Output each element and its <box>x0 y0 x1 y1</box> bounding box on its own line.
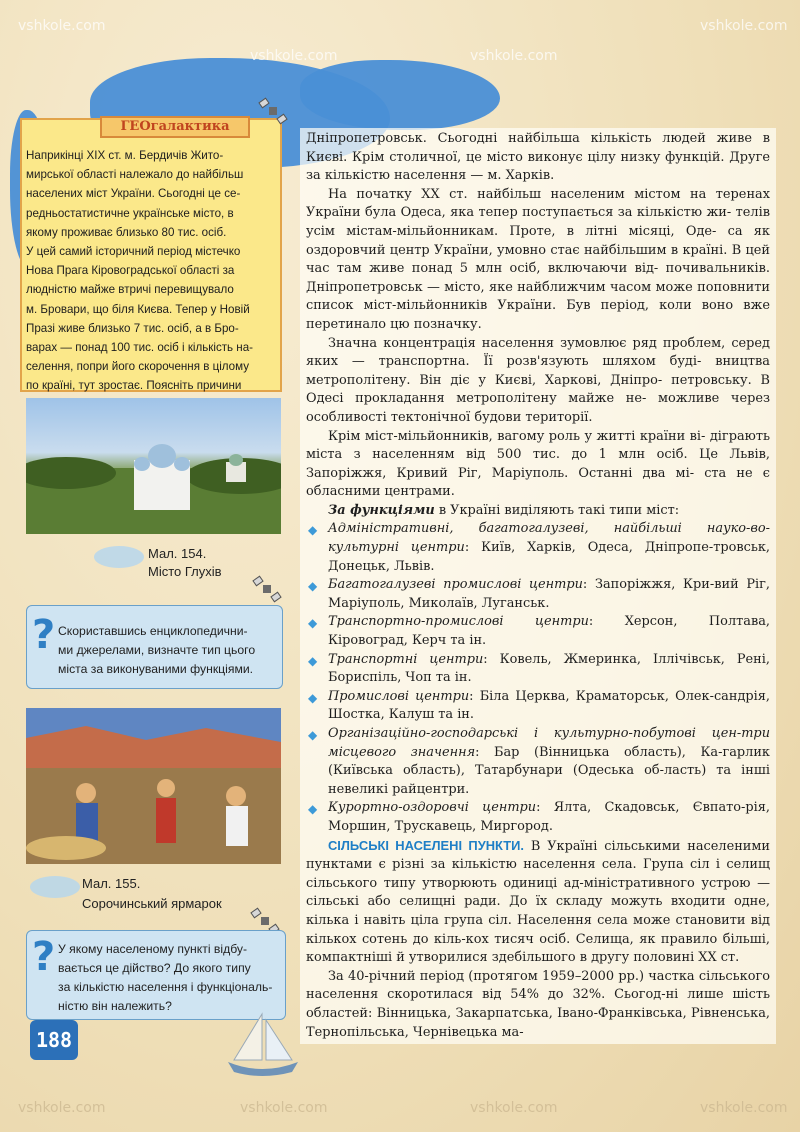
geo-line: редньостатистичне українське місто, в <box>26 206 234 220</box>
list-item <box>306 576 770 613</box>
text-line: Києві. Крім столичної, це місто виконує цілу низку функцій. <box>306 149 730 165</box>
list-term: Організаційно-господарські і культурно-побутові цен-три місцевого значення <box>328 726 770 760</box>
main-text-column <box>300 128 776 1044</box>
watermark: vshkole.com <box>470 1100 558 1116</box>
text-line: Був період, коли воно вже перетинало цю позначку. <box>306 298 770 332</box>
list-item <box>306 725 770 799</box>
list-term: Транспортно-промислові центри <box>328 614 589 630</box>
paragraph <box>306 186 770 335</box>
text-line: телів усім містам-мільйонникам. Проте, в літні місяці, Оде- <box>306 205 770 239</box>
watermark: vshkole.com <box>700 1100 788 1116</box>
figure-155-title: Сорочинський ярмарок <box>82 896 222 911</box>
watermark: vshkole.com <box>18 18 106 34</box>
list-rest: : Бар (Вінницька область), Ка-гарлик (Київська область), Татарбунари (Одеська об-ласть) та інші невеликі райцентри. <box>328 744 770 797</box>
caption-badge <box>30 876 80 898</box>
list-rest: : Херсон, Полтава, Кіровоград, Керч та ін. <box>328 614 770 649</box>
paragraph <box>306 502 770 521</box>
text: В Україні сільськими населеними пунктами є різні за кількістю населення села. Група сіл і селищ сільського типу утворюють одиниці ад-міністративного устрою — сільські або селищні ради. До їх складу можуть входити одне, кілька і навіть ціла група сіл. Населення села може становити від кількох сотень до кіль-кох тисяч осіб. Селища, як правило більші, компактніші й утворилися здебільшого в другу половині XX ст. <box>306 838 770 966</box>
list-item <box>306 799 770 836</box>
text-line: Друге за кількістю населення — м. Харків. <box>306 149 770 184</box>
figure-154-title: Місто Глухів <box>148 564 222 579</box>
question-1-text <box>58 622 280 679</box>
list-term: Курортно-оздоровчі центри <box>328 800 537 816</box>
paragraph <box>306 968 770 1042</box>
paragraph <box>306 335 770 428</box>
geo-galaxy-text <box>26 146 280 415</box>
question-line: за кількістю населення і функціональ- <box>58 980 273 994</box>
text-line: країні. В цей час там живе понад 5 млн осіб, включаючи від- <box>306 242 771 277</box>
question-line: ми джерелами, визначте тип цього <box>58 643 256 657</box>
geo-line: якому проживає близько 80 тис. осіб. <box>26 225 227 239</box>
page-number: 188 <box>30 1020 78 1060</box>
text-line: серед яких — транспортна. Її розв'язують шляхом буді- <box>306 335 770 370</box>
list-item <box>306 688 770 725</box>
satellite-icon <box>252 574 282 604</box>
city-types-list <box>306 520 770 836</box>
text-line: Значна концентрація населення зумовлює ряд проблем, <box>328 335 732 351</box>
diamond-bullet-icon: ◆ <box>308 579 318 594</box>
emphasis: За функціями <box>328 502 435 518</box>
geo-line: Наприкінці XIX ст. м. Бердичів Жито- <box>26 149 224 162</box>
text-line: ста не є обласними центрами. <box>306 465 770 500</box>
satellite-icon <box>258 96 288 126</box>
text-line: Львів, Запоріжжя, Кривий Ріг, Маріуполь. Останні два мі- <box>306 447 770 481</box>
list-rest: : Ковель, Жмеринка, Іллічівськ, Рені, Бориспіль, Чоп та ін. <box>328 651 770 686</box>
geo-line: мирської області належало до найбільш <box>26 168 244 182</box>
list-rest: : Запоріжжя, Кри-вий Ріг, Маріуполь, Миколаїв, Луганськ. <box>328 577 771 611</box>
geo-line: населених міст України. Сьогодні це се- <box>26 187 241 201</box>
text-line: діграють міста з населенням від 500 тис. до 1 млн осіб. Це <box>306 428 770 463</box>
list-term: Промислові центри <box>328 688 470 704</box>
list-item <box>306 613 770 650</box>
caption-badge <box>94 546 144 568</box>
list-term: Адміністративні, багатогалузеві, найбільші науко-во-культурні центри <box>328 521 770 556</box>
watermark: vshkole.com <box>240 1100 328 1116</box>
question-icon: ? <box>32 934 56 980</box>
question-line: Скориставшись енциклопедични- <box>58 624 248 638</box>
text-line: України була Одеса, яка тепер поступається за кількістю жи- <box>306 205 736 221</box>
list-rest: : Ялта, Скадовськ, Євпато-рія, Моршин, Трускавець, Миргород. <box>328 800 770 834</box>
question-2-text <box>58 940 284 1016</box>
question-line: вається це дійство? До якого типу <box>58 961 251 975</box>
diamond-bullet-icon: ◆ <box>308 690 318 705</box>
list-rest: : Київ, Харків, Одеса, Дніпропе-тровськ, Донецьк, Львів. <box>328 540 770 574</box>
watermark: vshkole.com <box>250 48 338 64</box>
question-icon: ? <box>32 612 56 658</box>
geo-line: селення, попри його скорочення в цілому <box>26 360 250 374</box>
geo-line: по країні, тут зростає. Поясніть причини <box>26 379 242 393</box>
text: в Україні виділяють такі типи міст: <box>434 502 680 518</box>
list-item <box>306 651 770 688</box>
question-line: ністю він належить? <box>58 999 172 1013</box>
geo-line: м. Бровари, що біля Києва. Тепер у Новій <box>26 302 250 316</box>
figure-155-number: Мал. 155. <box>82 876 141 891</box>
geo-galaxy-title: ГЕОгалактика <box>100 116 250 138</box>
question-line: міста за виконуваними функціями. <box>58 662 254 676</box>
geo-line: У цей самий історичний період містечко <box>26 245 241 259</box>
text-line: можливе через особливості тектонічної будови території. <box>306 391 770 425</box>
photo-hlukhiv <box>26 398 281 534</box>
text-line: часом може поповнити список міст-мільйонників України. <box>306 279 770 314</box>
paragraph <box>306 130 770 186</box>
diamond-bullet-icon: ◆ <box>308 728 318 742</box>
diamond-bullet-icon: ◆ <box>308 802 318 817</box>
paragraph <box>306 428 770 502</box>
geo-line: Нова Прага Кіровоградської області за <box>26 264 235 278</box>
section-heading: СІЛЬСЬКІ НАСЕЛЕНІ ПУНКТИ. <box>328 837 524 853</box>
text-line: Крім міст-мільйонників, вагому роль у житті країни ві- <box>328 428 710 444</box>
text: За 40-річний період (протягом 1959–2000 рр.) частка сільського населення скоротилася від 54% до 32%. Сьогод-ні лише шість областей: Вінницька, Закарпатська, Івано-Франківська, Рівненська, Тернопільська, Чернівецька ма- <box>306 968 770 1040</box>
watermark: vshkole.com <box>470 48 558 64</box>
watermark: vshkole.com <box>18 1100 106 1116</box>
text-line: са як оздоровчий центр України, умовно стає найбільшим в <box>306 223 770 258</box>
text-line: вництва метрополітену. Він діє у Києві, Харкові, Дніпро- <box>306 354 770 388</box>
text-line: На початку XX ст. найбільш населеним містом на теренах <box>328 186 770 202</box>
diamond-bullet-icon: ◆ <box>308 653 318 668</box>
question-line: У якому населеному пункті відбу- <box>58 942 248 956</box>
text-line: петровську. В Одесі прокладання метрополітену майже не- <box>306 372 770 407</box>
paragraph <box>306 837 770 968</box>
diamond-bullet-icon: ◆ <box>308 616 318 631</box>
list-rest: : Біла Церква, Краматорськ, Олек-сандрія, Шостка, Калуш та ін. <box>328 688 770 723</box>
figure-154-number: Мал. 154. <box>148 546 207 561</box>
geo-line: Празі живе близько 7 тис. осіб, а в Бро- <box>26 321 239 335</box>
list-item <box>306 520 770 576</box>
geo-line: варах — понад 100 тис. осіб і кількість на- <box>26 341 254 355</box>
watermark: vshkole.com <box>700 18 788 34</box>
photo-sorochyntsi-fair <box>26 708 281 864</box>
list-term: Багатогалузеві промислові центри <box>328 577 583 593</box>
list-term: Транспортні центри <box>328 651 484 667</box>
geo-line: людністю майже втричі перевищувало <box>26 283 234 297</box>
text-line: Дніпропетровськ. Сьогодні найбільша кількість людей живе в <box>306 131 770 146</box>
text-line: почивальників. Дніпропетровськ — місто, яке найближчим <box>306 261 770 295</box>
diamond-bullet-icon: ◆ <box>308 523 318 538</box>
sailboat-icon <box>222 1010 302 1080</box>
